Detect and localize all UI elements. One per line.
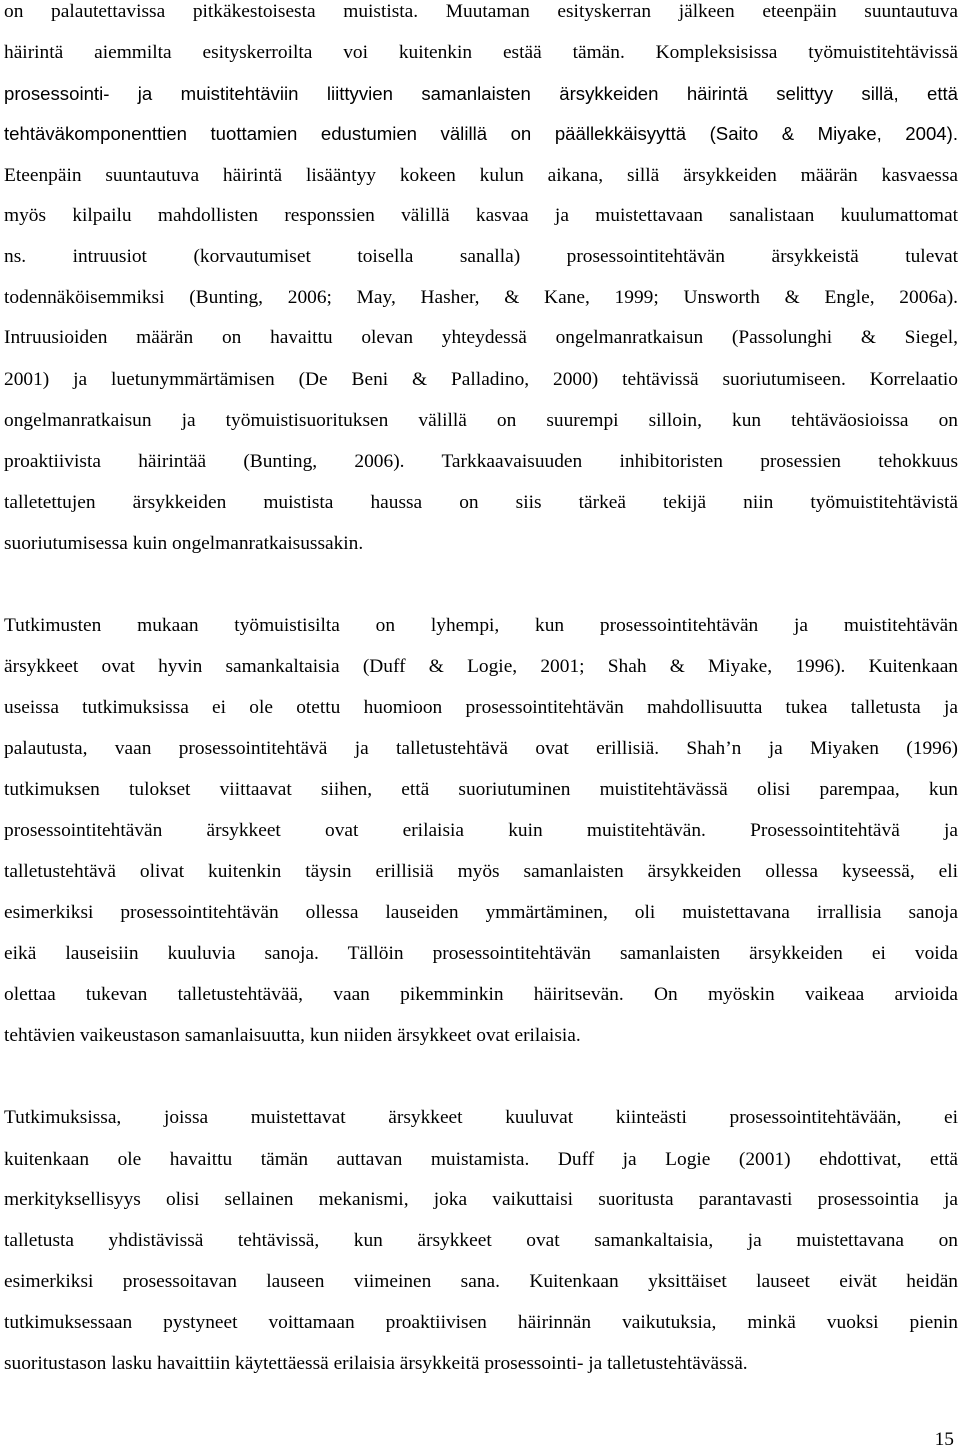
text-line: ns. intruusiot (korvautumiset toisella sanalla) prosessointitehtävän ärsykkeistä tulevat (4, 246, 958, 267)
text-line: tutkimuksessaan pystyneet voittamaan proaktiivisen häirinnän vaikutuksia, minkä vuoksi pienin (4, 1312, 958, 1333)
text-line: Tutkimuksissa, joissa muistettavat ärsykkeet kuuluvat kiinteästi prosessointitehtävään, ei (4, 1107, 958, 1128)
text-line: suoriutumisessa kuin ongelmanratkaisussakin. (4, 533, 364, 554)
text-line: häirintä aiemmilta esityskerroilta voi kuitenkin estää tämän. Kompleksisissa työmuistitehtävissä (4, 42, 958, 63)
text-line: on palautettavissa pitkäkestoisesta muistista. Muutaman esityskerran jälkeen eteenpäin suuntautuva (4, 1, 958, 22)
text-line: todennäköisemmiksi (Bunting, 2006; May, Hasher, & Kane, 1999; Unsworth & Engle, 2006a). (4, 287, 958, 308)
text-line: Eteenpäin suuntautuva häirintä lisääntyy kokeen kulun aikana, sillä ärsykkeiden määrän kasvaessa (4, 165, 958, 186)
text-line: myös kilpailu mahdollisten responssien välillä kasvaa ja muistettavaan sanalistaan kuulumattomat (4, 205, 958, 226)
text-line: tehtäväkomponenttien tuottamien edustumien välillä on päällekkäisyyttä (Saito & Miyake, 2004). (4, 123, 958, 144)
text-line: ongelmanratkaisun ja työmuistisuorituksen välillä on suurempi silloin, kun tehtäväosioissa on (4, 410, 958, 431)
text-line: olettaa tukevan talletustehtävää, vaan pikemminkin häiritsevän. On myöskin vaikeaa arvioida (4, 984, 958, 1005)
text-line: palautusta, vaan prosessointitehtävä ja talletustehtävä ovat erillisiä. Shah’n ja Miyaken (1996) (4, 738, 958, 759)
text-line: talletettujen ärsykkeiden muistista haussa on siis tärkeä tekijä niin työmuistitehtävistä (4, 492, 958, 513)
text-line: 2001) ja luetunymmärtämisen (De Beni & Palladino, 2000) tehtävissä suoriutumiseen. Korrelaatio (4, 369, 958, 390)
text-line: proaktiivista häirintää (Bunting, 2006). Tarkkaavaisuuden inhibitoristen prosessien tehokkuus (4, 451, 958, 472)
text-line: eikä lauseisiin kuuluvia sanoja. Tällöin prosessointitehtävän samanlaisten ärsykkeiden ei voida (4, 943, 958, 964)
text-line: talletusta yhdistävissä tehtävissä, kun ärsykkeet ovat samankaltaisia, ja muistettavana on (4, 1230, 958, 1251)
text-line: tehtävien vaikeustason samanlaisuutta, kun niiden ärsykkeet ovat erilaisia. (4, 1025, 581, 1046)
text-line: esimerkiksi prosessointitehtävän ollessa lauseiden ymmärtäminen, oli muistettavana irrallisia sanoja (4, 902, 958, 923)
page-number: 15 (934, 1429, 954, 1450)
text-line: useissa tutkimuksissa ei ole otettu huomioon prosessointitehtävän mahdollisuutta tukea talletusta ja (4, 697, 958, 718)
text-line: prosessointi- ja muistitehtäviin liittyvien samanlaisten ärsykkeiden häirintä selittyy sillä, että (4, 83, 958, 104)
text-line: Tutkimusten mukaan työmuistisilta on lyhempi, kun prosessointitehtävän ja muistitehtävän (4, 615, 958, 636)
text-line: merkityksellisyys olisi sellainen mekanismi, joka vaikuttaisi suoritusta parantavasti prosessointia ja (4, 1189, 958, 1210)
text-line: ärsykkeet ovat hyvin samankaltaisia (Duff & Logie, 2001; Shah & Miyake, 1996). Kuitenkaan (4, 656, 958, 677)
text-line: prosessointitehtävän ärsykkeet ovat erilaisia kuin muistitehtävän. Prosessointitehtävä ja (4, 820, 958, 841)
text-line: Intruusioiden määrän on havaittu olevan yhteydessä ongelmanratkaisun (Passolunghi & Siegel, (4, 327, 958, 348)
text-line: suoritustason lasku havaittiin käytettäessä erilaisia ärsykkeitä prosessointi- ja talletustehtävässä. (4, 1353, 748, 1374)
text-line: esimerkiksi prosessoitavan lauseen viimeinen sana. Kuitenkaan yksittäiset lauseet eivät heidän (4, 1271, 958, 1292)
text-line: tutkimuksen tulokset viittaavat siihen, että suoriutuminen muistitehtävässä olisi parempaa, kun (4, 779, 958, 800)
text-line: kuitenkaan ole havaittu tämän auttavan muistamista. Duff ja Logie (2001) ehdottivat, että (4, 1149, 958, 1170)
text-line: talletustehtävä olivat kuitenkin täysin erillisiä myös samanlaisten ärsykkeiden ollessa kyseessä, eli (4, 861, 958, 882)
